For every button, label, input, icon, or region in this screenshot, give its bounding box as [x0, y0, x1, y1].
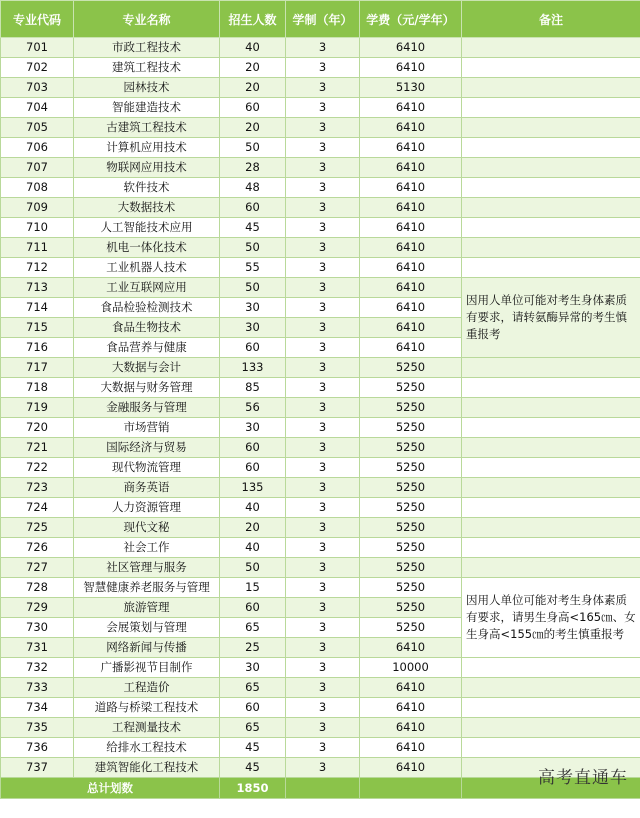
table-row: [1, 78, 640, 98]
cell-remark-empty: [462, 458, 640, 478]
cell-tuition: 5250: [360, 618, 462, 638]
cell-remark-empty: [462, 258, 640, 278]
cell-enrollment: 60: [220, 598, 286, 618]
cell-enrollment: 60: [220, 698, 286, 718]
cell-enrollment: 20: [220, 58, 286, 78]
cell-duration: 3: [286, 218, 360, 238]
cell-duration: 3: [286, 298, 360, 318]
cell-name: 网络新闻与传播: [74, 638, 220, 658]
cell-code: 732: [1, 658, 74, 678]
cell-name: 工程造价: [74, 678, 220, 698]
cell-remark-empty: [462, 518, 640, 538]
cell-code: 719: [1, 398, 74, 418]
table-row: [1, 178, 640, 198]
cell-tuition: 5250: [360, 538, 462, 558]
table-row: [1, 58, 640, 78]
cell-tuition: 6410: [360, 278, 462, 298]
cell-remark: 因用人单位可能对考生身体素质有要求，请转氨酶异常的考生慎重报考: [462, 278, 640, 358]
cell-enrollment: 20: [220, 118, 286, 138]
cell-duration: 3: [286, 318, 360, 338]
cell-name: 会展策划与管理: [74, 618, 220, 638]
cell-remark-empty: [462, 478, 640, 498]
header-remark: 备注: [462, 1, 640, 38]
cell-code: 720: [1, 418, 74, 438]
cell-duration: 3: [286, 358, 360, 378]
cell-name: 现代文秘: [74, 518, 220, 538]
cell-code: 703: [1, 78, 74, 98]
cell-name: 软件技术: [74, 178, 220, 198]
table-row: [1, 738, 640, 758]
table-row: [1, 378, 640, 398]
cell-code: 709: [1, 198, 74, 218]
cell-duration: 3: [286, 258, 360, 278]
cell-tuition: 5250: [360, 598, 462, 618]
cell-enrollment: 65: [220, 718, 286, 738]
cell-name: 人力资源管理: [74, 498, 220, 518]
cell-enrollment: 65: [220, 678, 286, 698]
cell-duration: 3: [286, 118, 360, 138]
cell-name: 市场营销: [74, 418, 220, 438]
cell-code: 705: [1, 118, 74, 138]
cell-remark-empty: [462, 358, 640, 378]
cell-duration: 3: [286, 438, 360, 458]
cell-name: 工业机器人技术: [74, 258, 220, 278]
cell-enrollment: 48: [220, 178, 286, 198]
cell-tuition: 10000: [360, 658, 462, 678]
total-blank: [360, 778, 462, 799]
cell-tuition: 6410: [360, 138, 462, 158]
cell-remark-empty: [462, 158, 640, 178]
table-row: [1, 518, 640, 538]
cell-code: 736: [1, 738, 74, 758]
cell-tuition: 5250: [360, 458, 462, 478]
cell-duration: 3: [286, 158, 360, 178]
header-code: 专业代码: [1, 1, 74, 38]
cell-duration: 3: [286, 418, 360, 438]
table-row: [1, 578, 640, 598]
cell-name: 广播影视节目制作: [74, 658, 220, 678]
cell-enrollment: 45: [220, 738, 286, 758]
cell-code: 708: [1, 178, 74, 198]
cell-enrollment: 60: [220, 338, 286, 358]
cell-duration: 3: [286, 398, 360, 418]
cell-name: 机电一体化技术: [74, 238, 220, 258]
cell-duration: 3: [286, 338, 360, 358]
cell-duration: 3: [286, 498, 360, 518]
header-name: 专业名称: [74, 1, 220, 38]
cell-enrollment: 45: [220, 758, 286, 778]
cell-enrollment: 40: [220, 498, 286, 518]
cell-remark-empty: [462, 198, 640, 218]
cell-name: 计算机应用技术: [74, 138, 220, 158]
cell-duration: 3: [286, 638, 360, 658]
cell-remark-empty: [462, 138, 640, 158]
cell-remark-empty: [462, 38, 640, 58]
cell-enrollment: 50: [220, 138, 286, 158]
table-row: [1, 278, 640, 298]
cell-duration: 3: [286, 758, 360, 778]
cell-code: 715: [1, 318, 74, 338]
cell-name: 古建筑工程技术: [74, 118, 220, 138]
cell-tuition: 6410: [360, 58, 462, 78]
cell-tuition: 6410: [360, 158, 462, 178]
cell-name: 道路与桥梁工程技术: [74, 698, 220, 718]
cell-enrollment: 45: [220, 218, 286, 238]
cell-enrollment: 60: [220, 98, 286, 118]
cell-code: 702: [1, 58, 74, 78]
cell-enrollment: 133: [220, 358, 286, 378]
cell-enrollment: 85: [220, 378, 286, 398]
cell-enrollment: 60: [220, 438, 286, 458]
cell-tuition: 5250: [360, 378, 462, 398]
table-row: [1, 238, 640, 258]
cell-code: 728: [1, 578, 74, 598]
cell-code: 730: [1, 618, 74, 638]
table-row: [1, 438, 640, 458]
cell-tuition: 6410: [360, 738, 462, 758]
cell-duration: 3: [286, 198, 360, 218]
table-row: [1, 418, 640, 438]
cell-code: 723: [1, 478, 74, 498]
total-label: 总计划数: [1, 778, 220, 799]
cell-tuition: 6410: [360, 338, 462, 358]
table-row: [1, 358, 640, 378]
cell-code: 707: [1, 158, 74, 178]
cell-code: 714: [1, 298, 74, 318]
cell-code: 706: [1, 138, 74, 158]
cell-code: 704: [1, 98, 74, 118]
table-row: [1, 118, 640, 138]
cell-remark-empty: [462, 738, 640, 758]
cell-tuition: 5250: [360, 358, 462, 378]
cell-code: 726: [1, 538, 74, 558]
cell-tuition: 6410: [360, 238, 462, 258]
cell-duration: 3: [286, 738, 360, 758]
table-row: [1, 458, 640, 478]
cell-code: 716: [1, 338, 74, 358]
cell-code: 735: [1, 718, 74, 738]
cell-name: 社会工作: [74, 538, 220, 558]
cell-enrollment: 65: [220, 618, 286, 638]
cell-remark-empty: [462, 498, 640, 518]
cell-code: 722: [1, 458, 74, 478]
cell-name: 智能建造技术: [74, 98, 220, 118]
cell-duration: 3: [286, 558, 360, 578]
table-row: [1, 698, 640, 718]
cell-enrollment: 20: [220, 518, 286, 538]
cell-name: 园林技术: [74, 78, 220, 98]
cell-enrollment: 30: [220, 658, 286, 678]
cell-duration: 3: [286, 458, 360, 478]
cell-name: 智慧健康养老服务与管理: [74, 578, 220, 598]
cell-tuition: 6410: [360, 318, 462, 338]
cell-tuition: 6410: [360, 178, 462, 198]
table-row: [1, 218, 640, 238]
cell-enrollment: 135: [220, 478, 286, 498]
cell-duration: 3: [286, 718, 360, 738]
cell-remark-empty: [462, 678, 640, 698]
cell-code: 733: [1, 678, 74, 698]
total-count: 1850: [220, 778, 286, 799]
cell-code: 729: [1, 598, 74, 618]
cell-remark-empty: [462, 238, 640, 258]
cell-name: 食品生物技术: [74, 318, 220, 338]
cell-name: 国际经济与贸易: [74, 438, 220, 458]
cell-enrollment: 30: [220, 418, 286, 438]
cell-tuition: 5250: [360, 558, 462, 578]
cell-duration: 3: [286, 698, 360, 718]
cell-duration: 3: [286, 138, 360, 158]
table-row: [1, 558, 640, 578]
cell-name: 食品营养与健康: [74, 338, 220, 358]
cell-duration: 3: [286, 518, 360, 538]
cell-name: 市政工程技术: [74, 38, 220, 58]
cell-tuition: 6410: [360, 98, 462, 118]
cell-code: 710: [1, 218, 74, 238]
cell-enrollment: 25: [220, 638, 286, 658]
cell-enrollment: 50: [220, 558, 286, 578]
cell-enrollment: 40: [220, 38, 286, 58]
cell-duration: 3: [286, 578, 360, 598]
cell-enrollment: 56: [220, 398, 286, 418]
cell-tuition: 5250: [360, 398, 462, 418]
watermark: 高考直通车: [538, 768, 628, 788]
cell-name: 金融服务与管理: [74, 398, 220, 418]
cell-tuition: 6410: [360, 298, 462, 318]
cell-name: 大数据与会计: [74, 358, 220, 378]
cell-code: 712: [1, 258, 74, 278]
cell-tuition: 5250: [360, 578, 462, 598]
cell-duration: 3: [286, 478, 360, 498]
cell-code: 701: [1, 38, 74, 58]
cell-name: 大数据技术: [74, 198, 220, 218]
cell-tuition: 6410: [360, 718, 462, 738]
table-row: [1, 98, 640, 118]
table-row: [1, 538, 640, 558]
table-row: [1, 718, 640, 738]
cell-enrollment: 15: [220, 578, 286, 598]
cell-name: 大数据与财务管理: [74, 378, 220, 398]
cell-enrollment: 60: [220, 458, 286, 478]
cell-duration: 3: [286, 618, 360, 638]
cell-remark-empty: [462, 698, 640, 718]
cell-code: 727: [1, 558, 74, 578]
cell-name: 物联网应用技术: [74, 158, 220, 178]
header-enrollment: 招生人数: [220, 1, 286, 38]
cell-remark-empty: [462, 558, 640, 578]
cell-duration: 3: [286, 178, 360, 198]
cell-tuition: 6410: [360, 698, 462, 718]
table-row: [1, 258, 640, 278]
cell-duration: 3: [286, 658, 360, 678]
cell-tuition: 5130: [360, 78, 462, 98]
cell-tuition: 6410: [360, 758, 462, 778]
cell-duration: 3: [286, 278, 360, 298]
table-row: [1, 678, 640, 698]
header-tuition: 学费（元/学年）: [360, 1, 462, 38]
cell-name: 商务英语: [74, 478, 220, 498]
cell-tuition: 6410: [360, 678, 462, 698]
cell-remark: 因用人单位可能对考生身体素质有要求，请男生身高<165㎝、女生身高<155㎝的考生慎重报考: [462, 578, 640, 658]
cell-enrollment: 55: [220, 258, 286, 278]
cell-name: 现代物流管理: [74, 458, 220, 478]
cell-remark-empty: [462, 418, 640, 438]
cell-name: 食品检验检测技术: [74, 298, 220, 318]
header-row: [1, 1, 640, 38]
table-row: [1, 498, 640, 518]
total-blank: [286, 778, 360, 799]
cell-duration: 3: [286, 678, 360, 698]
cell-remark-empty: [462, 538, 640, 558]
cell-enrollment: 50: [220, 278, 286, 298]
cell-remark-empty: [462, 118, 640, 138]
cell-name: 给排水工程技术: [74, 738, 220, 758]
cell-enrollment: 40: [220, 538, 286, 558]
cell-remark-empty: [462, 378, 640, 398]
cell-remark-empty: [462, 218, 640, 238]
cell-duration: 3: [286, 238, 360, 258]
cell-code: 734: [1, 698, 74, 718]
cell-tuition: 6410: [360, 258, 462, 278]
cell-duration: 3: [286, 78, 360, 98]
table-row: [1, 158, 640, 178]
cell-tuition: 5250: [360, 478, 462, 498]
cell-enrollment: 30: [220, 298, 286, 318]
cell-remark-empty: [462, 98, 640, 118]
cell-name: 社区管理与服务: [74, 558, 220, 578]
table-body: [1, 38, 640, 799]
cell-enrollment: 20: [220, 78, 286, 98]
table-row: [1, 38, 640, 58]
cell-tuition: 6410: [360, 218, 462, 238]
cell-code: 721: [1, 438, 74, 458]
cell-name: 工程测量技术: [74, 718, 220, 738]
cell-code: 711: [1, 238, 74, 258]
cell-enrollment: 50: [220, 238, 286, 258]
cell-code: 717: [1, 358, 74, 378]
table-row: [1, 198, 640, 218]
cell-name: 旅游管理: [74, 598, 220, 618]
cell-tuition: 5250: [360, 418, 462, 438]
cell-tuition: 6410: [360, 118, 462, 138]
table-row: [1, 398, 640, 418]
cell-tuition: 5250: [360, 518, 462, 538]
cell-tuition: 6410: [360, 198, 462, 218]
cell-code: 713: [1, 278, 74, 298]
cell-enrollment: 30: [220, 318, 286, 338]
cell-tuition: 6410: [360, 638, 462, 658]
table-row: [1, 478, 640, 498]
table-row: [1, 138, 640, 158]
cell-name: 工业互联网应用: [74, 278, 220, 298]
cell-remark-empty: [462, 178, 640, 198]
cell-duration: 3: [286, 598, 360, 618]
header-duration: 学制（年）: [286, 1, 360, 38]
cell-duration: 3: [286, 98, 360, 118]
cell-enrollment: 60: [220, 198, 286, 218]
cell-tuition: 5250: [360, 438, 462, 458]
cell-remark-empty: [462, 78, 640, 98]
cell-enrollment: 28: [220, 158, 286, 178]
cell-duration: 3: [286, 38, 360, 58]
cell-code: 724: [1, 498, 74, 518]
cell-duration: 3: [286, 58, 360, 78]
cell-code: 725: [1, 518, 74, 538]
cell-remark-empty: [462, 438, 640, 458]
cell-remark-empty: [462, 58, 640, 78]
cell-remark-empty: [462, 658, 640, 678]
cell-name: 建筑工程技术: [74, 58, 220, 78]
table-row: [1, 658, 640, 678]
cell-tuition: 5250: [360, 498, 462, 518]
cell-tuition: 6410: [360, 38, 462, 58]
cell-duration: 3: [286, 538, 360, 558]
cell-code: 731: [1, 638, 74, 658]
cell-name: 建筑智能化工程技术: [74, 758, 220, 778]
cell-duration: 3: [286, 378, 360, 398]
cell-code: 737: [1, 758, 74, 778]
cell-name: 人工智能技术应用: [74, 218, 220, 238]
cell-remark-empty: [462, 718, 640, 738]
cell-remark-empty: [462, 398, 640, 418]
cell-code: 718: [1, 378, 74, 398]
